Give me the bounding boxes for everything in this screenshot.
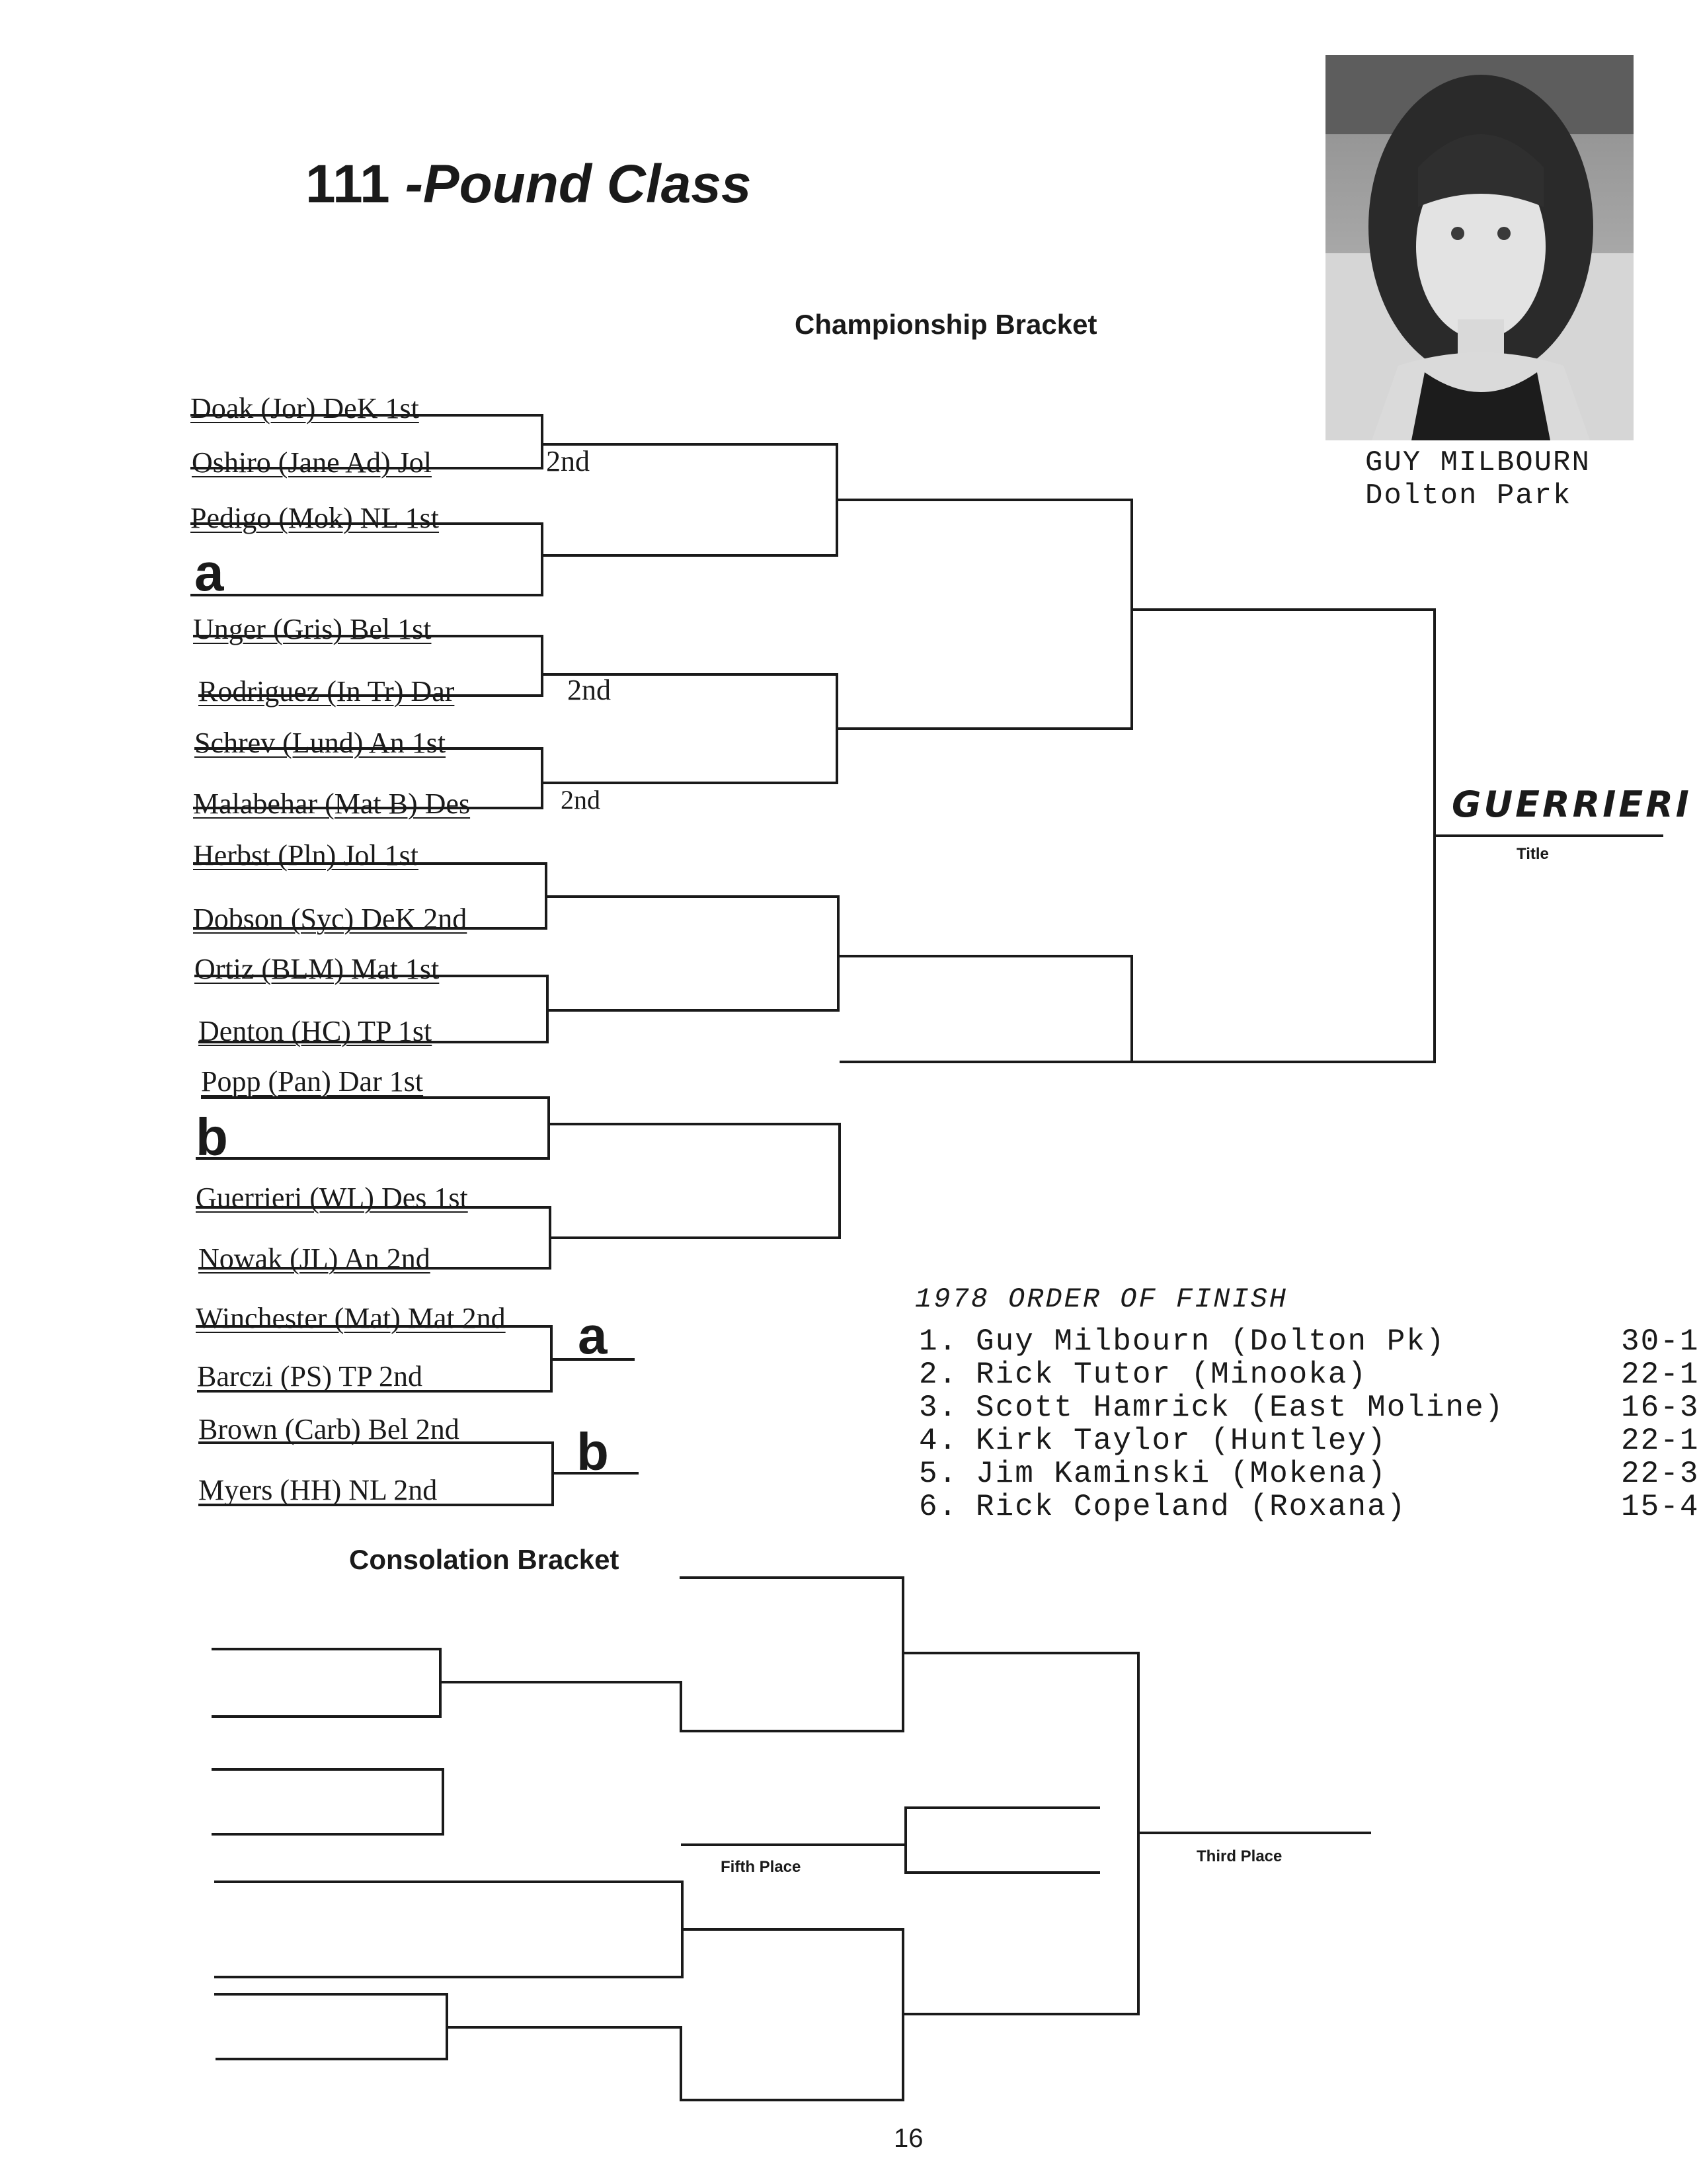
bracket-r1-6 <box>194 976 547 1042</box>
finish-record-6: 15-4 <box>1621 1490 1699 1524</box>
order-of-finish-heading: 1978 ORDER OF FINISH <box>915 1283 1288 1315</box>
bracket-r1-1 <box>190 415 542 468</box>
finish-name-5: Jim Kaminski (Mokena) <box>976 1457 1387 1491</box>
entrant-16: Nowak (JL) An 2nd <box>198 1242 430 1275</box>
finish-rank-1: 1. <box>919 1324 959 1359</box>
prelim-3: Brown (Carb) Bel 2nd <box>198 1413 459 1445</box>
finish-name-3: Scott Hamrick (East Moline) <box>976 1391 1505 1425</box>
bracket-semi-1 <box>837 500 1132 729</box>
finish-rank-6: 6. <box>919 1490 959 1524</box>
entrant-1: Doak (Jor) DeK 1st <box>190 392 419 425</box>
entrant-2: Oshiro (Jane Ad) Jol <box>192 446 432 479</box>
bracket-r2-4 <box>549 1124 840 1238</box>
photo-caption-school: Dolton Park <box>1365 479 1572 512</box>
cons-r1-4 <box>214 1994 447 2059</box>
third-place-label: Third Place <box>1197 1847 1283 1865</box>
bracket-final <box>1132 610 1435 1062</box>
cons-r2-2 <box>446 1929 903 2100</box>
prelim-1: Winchester (Mat) Mat 2nd <box>196 1302 506 1334</box>
entrant-2-place: 2nd <box>546 445 590 477</box>
title-text: -Pound Class <box>405 154 752 214</box>
entrant-6-place: 2nd <box>567 674 611 706</box>
finish-record-2: 22-1 <box>1621 1357 1699 1392</box>
finish-name-1: Guy Milbourn (Dolton Pk) <box>976 1324 1446 1359</box>
prelim-bracket-b <box>198 1443 553 1505</box>
finish-record-3: 16-3 <box>1621 1391 1699 1425</box>
finish-name-2: Rick Tutor (Minooka) <box>976 1357 1368 1392</box>
bracket-r1-2 <box>190 524 542 595</box>
page-number: 16 <box>894 2124 924 2153</box>
entrant-5: Unger (Gris) Bel 1st <box>193 613 432 645</box>
finish-rank-5: 5. <box>919 1457 959 1491</box>
fifth-place-label: Fifth Place <box>721 1858 801 1876</box>
bracket-r1-8 <box>196 1207 550 1268</box>
bracket-r1-7 <box>196 1098 549 1158</box>
title-label: Title <box>1517 845 1549 863</box>
prelim-4: Myers (HH) NL 2nd <box>198 1474 438 1506</box>
finish-rank-4: 4. <box>919 1424 959 1458</box>
bracket-r1-4 <box>193 748 542 808</box>
bye-letter-b: b <box>196 1108 228 1166</box>
prelim-2: Barczi (PS) TP 2nd <box>197 1360 422 1393</box>
bracket-r1-5 <box>193 864 546 928</box>
entrant-7: Schrev (Lund) An 1st <box>194 727 446 759</box>
fifth-place-bracket <box>681 1808 1100 1876</box>
finish-name-6: Rick Copeland (Roxana) <box>976 1490 1407 1524</box>
consolation-header: Consolation Bracket <box>349 1544 619 1575</box>
finish-record-4: 22-1 <box>1621 1424 1699 1458</box>
entrant-8: Malabehar (Mat B) Des <box>193 788 471 820</box>
bracket-r2-3 <box>546 897 838 1010</box>
finish-record-5: 22-3 <box>1621 1457 1699 1491</box>
finish-record-1: 30-1 <box>1621 1324 1699 1359</box>
entrant-15: Guerrieri (WL) Des 1st <box>196 1182 468 1214</box>
cons-r1-2 <box>212 1769 443 1834</box>
entrant-8-place: 2nd <box>561 785 600 815</box>
bracket-semi-2 <box>838 956 1132 1062</box>
bye-letter-a: a <box>194 543 224 602</box>
entrant-10: Dobson (Syc) DeK 2nd <box>193 903 467 935</box>
finish-rank-2: 2. <box>919 1357 959 1392</box>
photo-caption-name: GUY MILBOURN <box>1365 446 1591 479</box>
bracket-r2-2 <box>542 674 837 783</box>
cons-r1-1 <box>212 1649 440 1717</box>
prelim-bracket-a <box>196 1326 551 1391</box>
bracket-r1-3 <box>193 636 542 696</box>
entrant-9: Herbst (Pln) Jol 1st <box>193 839 418 871</box>
cons-r1-3 <box>214 1882 682 1977</box>
prelim-letter-a: a <box>578 1306 608 1365</box>
entrant-11: Ortiz (BLM) Mat 1st <box>194 953 440 985</box>
title-winner-handwritten: GUERRIERI <box>1452 784 1692 825</box>
title-number: 111 <box>305 154 390 214</box>
prelim-letter-b: b <box>576 1422 609 1481</box>
bracket-r2-1 <box>542 444 837 555</box>
finish-name-4: Kirk Taylor (Huntley) <box>976 1424 1387 1458</box>
entrant-3: Pedigo (Mok) NL 1st <box>190 502 440 534</box>
entrant-6: Rodriguez (In Tr) Dar <box>198 675 455 708</box>
entrant-12: Denton (HC) TP 1st <box>198 1015 432 1047</box>
championship-header: Championship Bracket <box>795 309 1097 340</box>
entrant-13: Popp (Pan) Dar 1st <box>201 1065 424 1098</box>
finish-rank-3: 3. <box>919 1391 959 1425</box>
cons-r2-1 <box>440 1578 903 1731</box>
cons-r3 <box>903 1653 1138 2014</box>
